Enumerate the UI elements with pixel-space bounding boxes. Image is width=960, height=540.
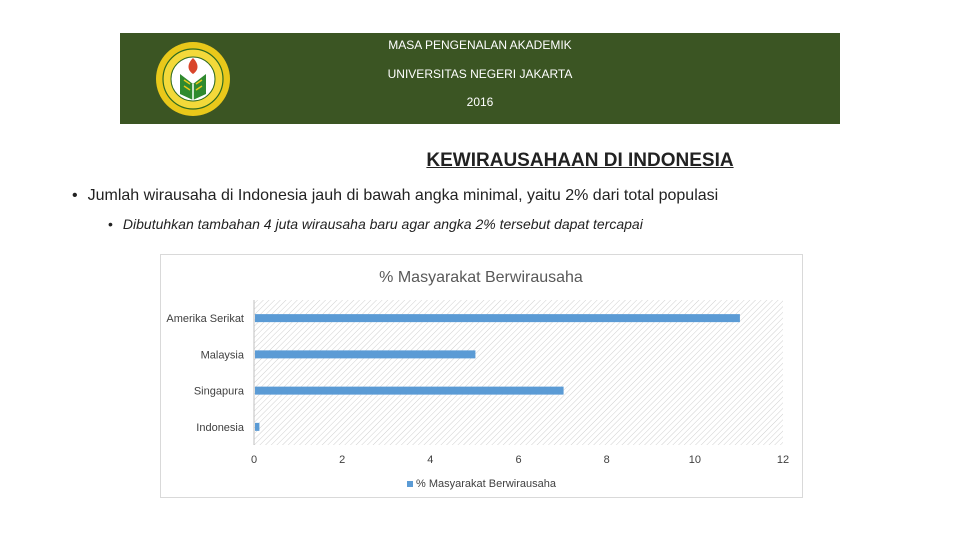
- chart-container: [160, 254, 803, 498]
- category-label: Malaysia: [200, 349, 244, 362]
- category-label: Amerika Serikat: [166, 313, 244, 326]
- x-tick-label: 2: [339, 454, 346, 466]
- bullet-primary: [72, 187, 718, 205]
- x-tick-label: 6: [515, 454, 522, 466]
- bullet-icon: •: [72, 187, 78, 204]
- bar-1: [255, 350, 475, 358]
- x-tick-label: 10: [688, 454, 701, 466]
- header-banner: [120, 33, 840, 124]
- banner-line-2: UNIVERSITAS NEGERI JAKARTA: [387, 67, 573, 81]
- x-tick-label: 8: [603, 454, 610, 466]
- banner-line-3: 2016: [466, 95, 494, 109]
- x-tick-label: 12: [776, 454, 790, 466]
- legend-label: % Masyarakat Berwirausaha: [416, 478, 557, 490]
- chart-title: % Masyarakat Berwirausaha: [379, 269, 583, 286]
- bullet-primary-text: Jumlah wirausaha di Indonesia jauh di bawah angka minimal, yaitu 2% dari total populasi: [87, 187, 719, 204]
- slide-title: KEWIRAUSAHAAN DI INDONESIA: [426, 150, 734, 171]
- category-label: Indonesia: [196, 421, 244, 434]
- bar-2: [255, 387, 564, 395]
- category-label: Singapura: [193, 385, 244, 398]
- bar-0: [255, 314, 740, 322]
- bullet-secondary-text: Dibutuhkan tambahan 4 juta wirausaha baru agar angka 2% tersebut dapat tercapai: [122, 216, 643, 232]
- bullet-secondary: [108, 216, 643, 232]
- x-tick-label: 4: [427, 454, 434, 466]
- banner-line-1: MASA PENGENALAN AKADEMIK: [388, 38, 572, 52]
- x-tick-label: 0: [250, 454, 258, 466]
- bar-3: [255, 423, 259, 431]
- bar-chart: [161, 255, 802, 497]
- legend-swatch: [407, 481, 413, 487]
- bullet-icon: •: [108, 216, 113, 232]
